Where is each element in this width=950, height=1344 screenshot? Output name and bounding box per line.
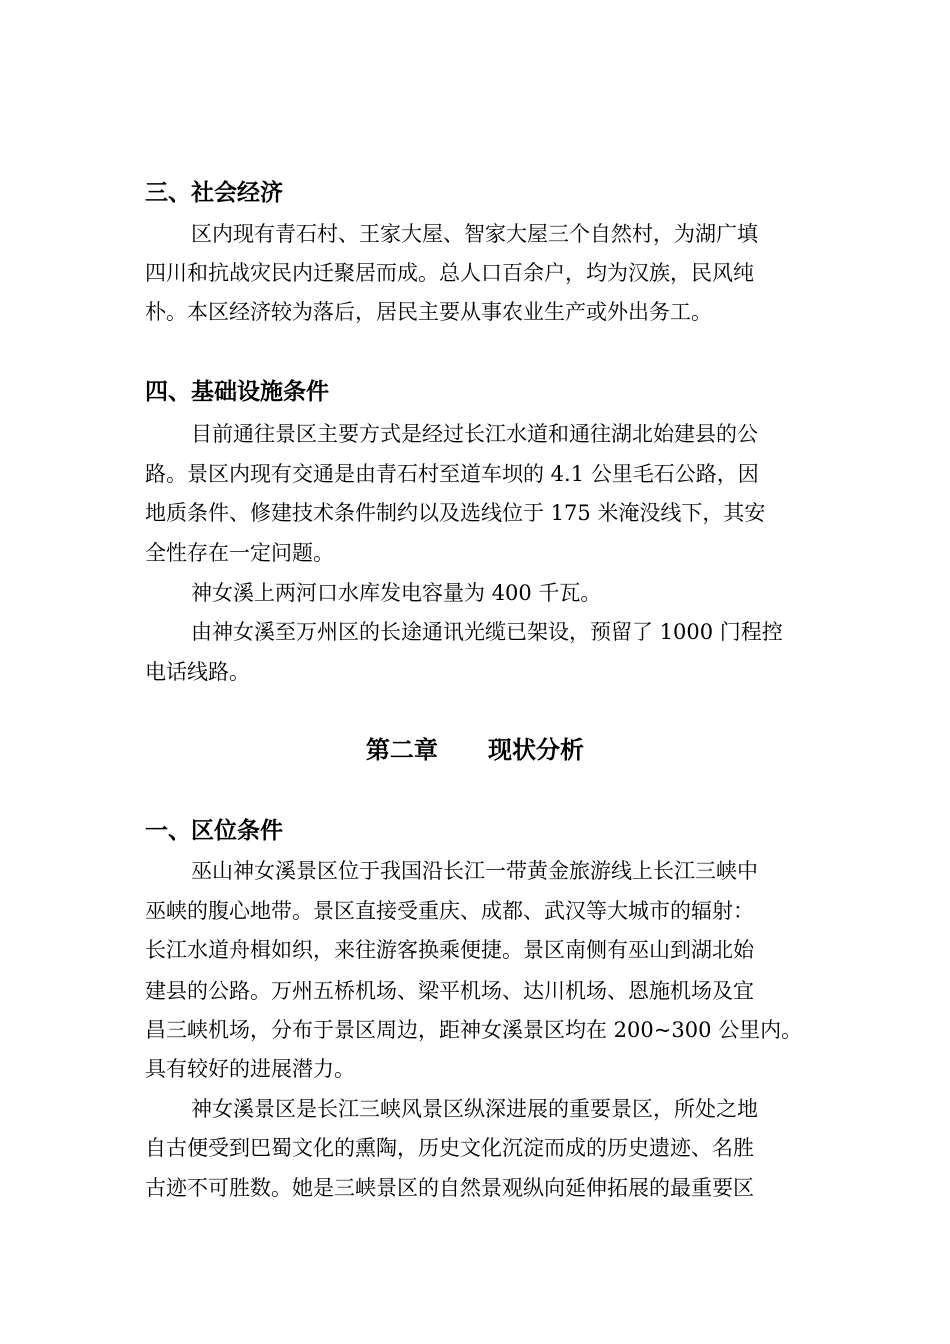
section-heading-social-economy: 三、社会经济	[145, 180, 283, 206]
paragraph-line: 地质条件、修建技术条件制约以及选线位于 175 米淹没线下，其安	[145, 501, 766, 525]
paragraph-line: 自古便受到巴蜀文化的熏陶，历史文化沉淀而成的历史遗迹、名胜	[145, 1136, 754, 1160]
paragraph-line: 路。景区内现有交通是由青石村至道车坝的 4.1 公里毛石公路，因	[145, 462, 759, 486]
section-heading-infrastructure: 四、基础设施条件	[145, 379, 329, 405]
paragraph-line: 区内现有青石村、王家大屋、智家大屋三个自然村，为湖广填	[191, 222, 758, 246]
section-heading-location: 一、区位条件	[145, 818, 283, 844]
chapter-title: 第二章 现状分析	[365, 736, 585, 764]
paragraph-line: 巫峡的腹心地带。景区直接受重庆、成都、武汉等大城市的辐射：	[145, 899, 754, 923]
paragraph-line: 目前通往景区主要方式是经过长江水道和通往湖北始建县的公	[191, 422, 758, 446]
paragraph-line: 建县的公路。万州五桥机场、梁平机场、达川机场、恩施机场及宜	[145, 979, 754, 1003]
paragraph-line: 巫山神女溪景区位于我国沿长江一带黄金旅游线上长江三峡中	[191, 859, 758, 883]
paragraph-line: 神女溪景区是长江三峡风景区纵深进展的重要景区，所处之地	[191, 1097, 758, 1121]
paragraph-line: 古迹不可胜数。她是三峡景区的自然景观纵向延伸拓展的最重要区	[145, 1176, 754, 1200]
paragraph-line: 朴。本区经济较为落后，居民主要从事农业生产或外出务工。	[145, 300, 712, 324]
paragraph-line: 神女溪上两河口水库发电容量为 400 千瓦。	[191, 581, 602, 605]
paragraph-line: 昌三峡机场，分布于景区周边，距神女溪景区均在 200~300 公里内。	[145, 1018, 803, 1042]
paragraph-line: 由神女溪至万州区的长途通讯光缆已架设，预留了 1000 门程控	[191, 620, 783, 644]
paragraph-line: 全性存在一定问题。	[145, 541, 334, 565]
paragraph-line: 具有较好的进展潜力。	[145, 1057, 355, 1081]
paragraph-line: 长江水道舟楫如织，来往游客换乘便捷。景区南侧有巫山到湖北始	[145, 938, 754, 962]
paragraph-line: 四川和抗战灾民内迁聚居而成。总人口百余户，均为汉族，民风纯	[145, 261, 754, 285]
paragraph-line: 电话线路。	[145, 660, 250, 684]
